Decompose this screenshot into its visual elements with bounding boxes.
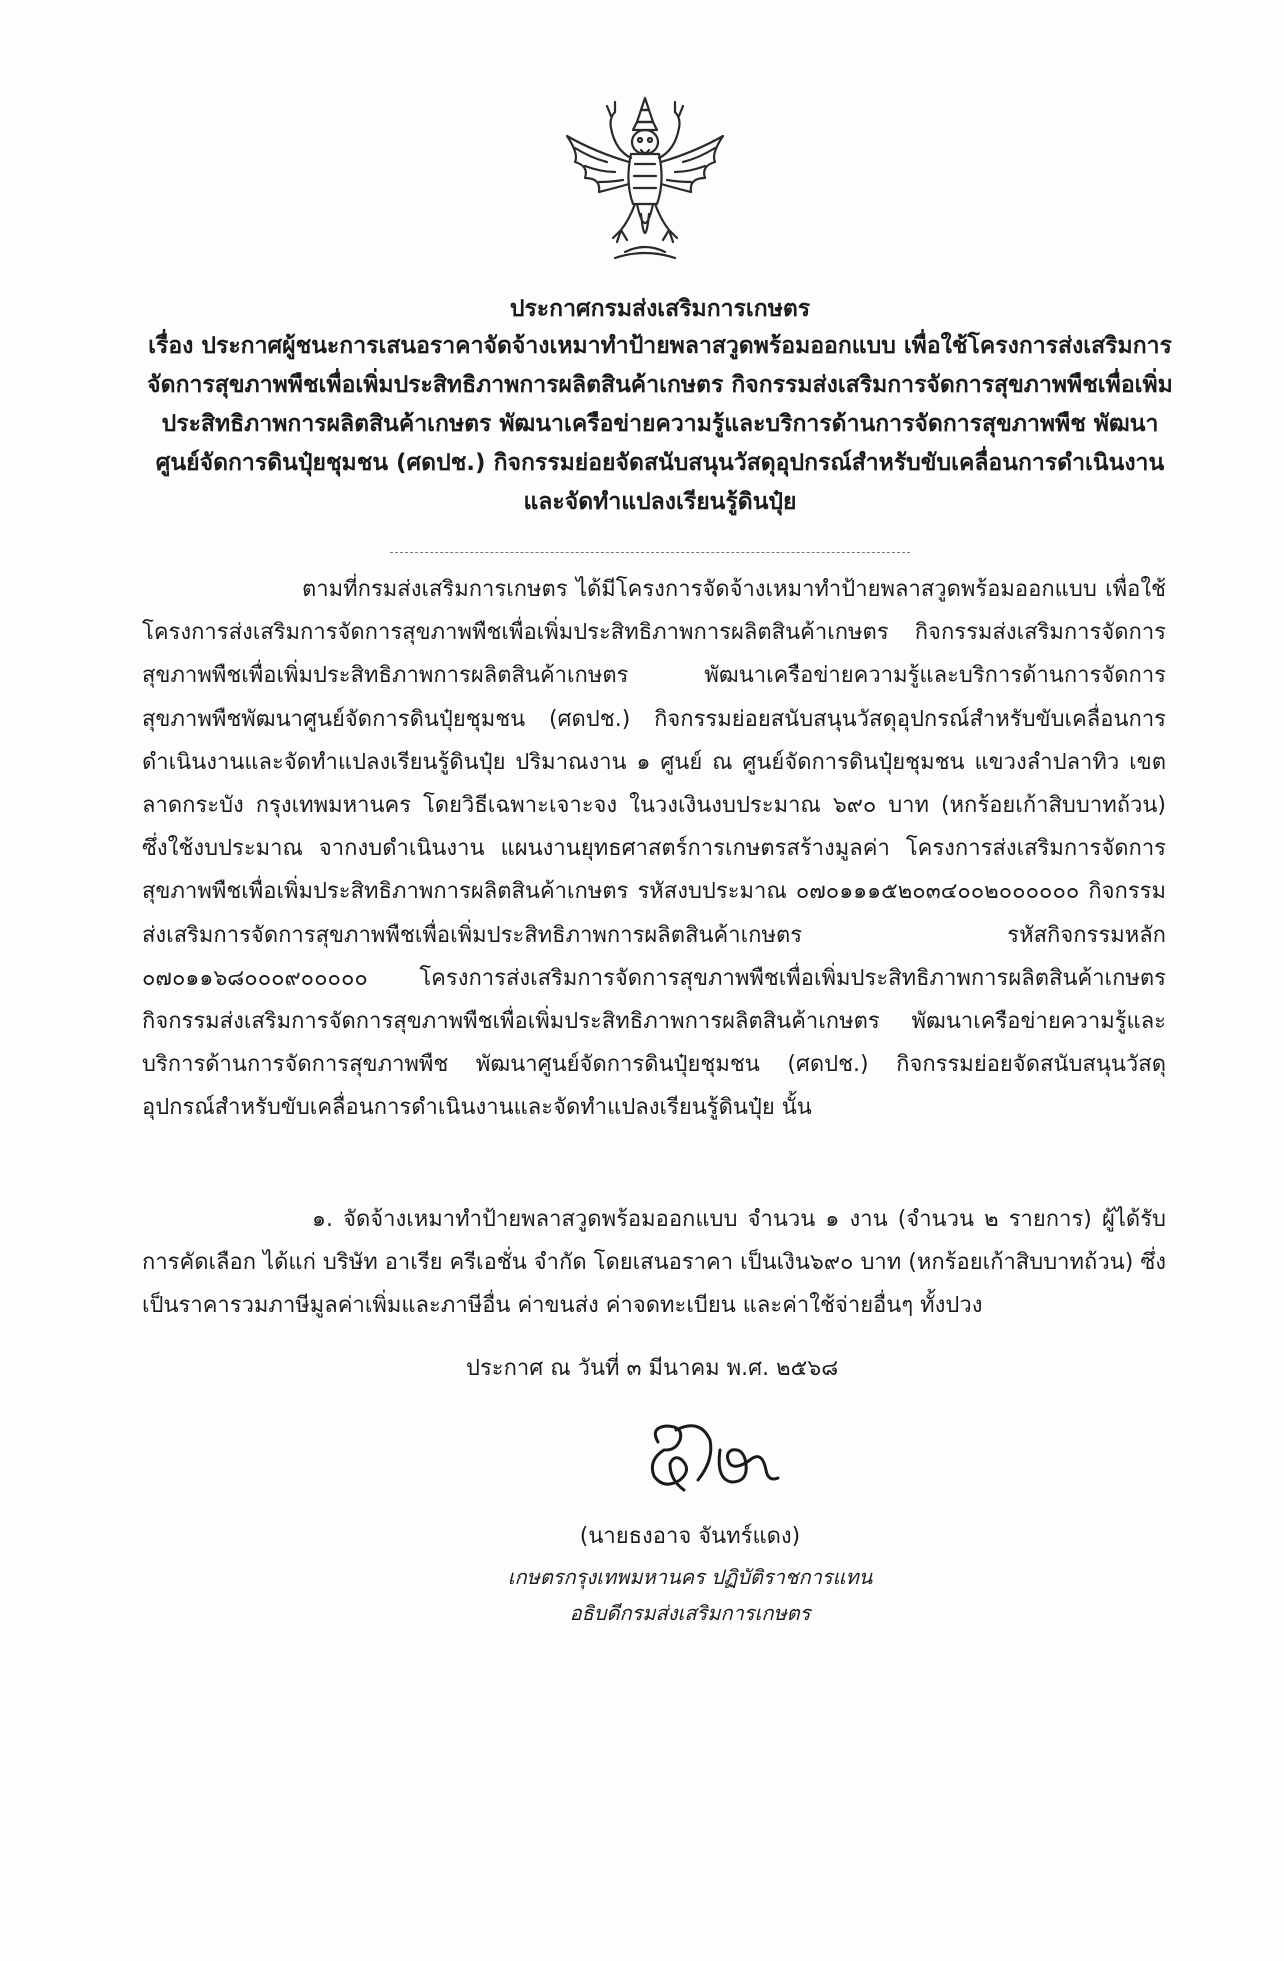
- signer-position: เกษตรกรุงเทพมหานคร ปฏิบัติราชการแทน: [507, 1565, 873, 1589]
- garuda-emblem-icon: [545, 92, 745, 264]
- body-paragraph-2: ๑. จัดจ้างเหมาทำป้ายพลาสวูดพร้อมออกแบบ จำนวน ๑ งาน (จำนวน ๒ รายการ) ผู้ได้รับการคัดเลือก ได้แก่ บริษัท อาเรีย ครีเอชั่น จำกัด โดยเสนอราคา เป็นเงิน๖๙๐ บาท (หกร้อยเก้าสิบบาทถ้วน) ซึ่งเป็นราคารวมภาษีมูลค่าเพิ่มและภาษีอื่น ค่าขนส่ง ค่าจดทะเบียน และค่าใช้จ่ายอื่นๆ ทั้งปวง: [142, 1207, 1166, 1319]
- signer-name: (นายธงอาจ จันทร์แดง): [579, 1524, 801, 1549]
- body-paragraph-1: ตามที่กรมส่งเสริมการเกษตร ได้มีโครงการจัดจ้างเหมาทำป้ายพลาสวูดพร้อมออกแบบ เพื่อใช้โครงการส่งเสริมการจัดการสุขภาพพืชเพื่อเพิ่มประสิทธิภาพการผลิตสินค้าเกษตร กิจกรรมส่งเสริมการจัดการสุขภาพพืชเพื่อเพิ่มประสิทธิภาพการผลิตสินค้าเกษตร พัฒนาเครือข่ายความรู้และบริการด้านการจัดการสุขภาพพืชพัฒนาศูนย์จัดการดินปุ๋ยชุมชน (ศดปช.) กิจกรรมย่อยสนับสนุนวัสดุอุปกรณ์สำหรับขับเคลื่อนการดำเนินงานและจัดทำแปลงเรียนรู้ดินปุ๋ย ปริมาณงาน ๑ ศูนย์ ณ ศูนย์จัดการดินปุ๋ยชุมชน แขวงลำปลาทิว เขตลาดกระบัง กรุงเทพมหานคร โดยวิธีเฉพาะเจาะจง ในวงเงินงบประมาณ ๖๙๐ บาท (หกร้อยเก้าสิบบาทถ้วน) ซึ่งใช้งบประมาณ จากงบดำเนินงาน แผนงานยุทธศาสตร์การเกษตรสร้างมูลค่า โครงการส่งเสริมการจัดการสุขภาพพืชเพื่อเพิ่มประสิทธิภาพการผลิตสินค้าเกษตร รหัสงบประมาณ ๐๗๐๑๑๑๕๒๐๓๔๐๐๒๐๐๐๐๐๐ กิจกรรมส่งเสริมการจัดการสุขภาพพืชเพื่อเพิ่มประสิทธิภาพการผลิตสินค้าเกษตร รหัสกิจกรรมหลัก ๐๗๐๑๑๖๘๐๐๐๙๐๐๐๐๐ โครงการส่งเสริมการจัดการสุขภาพพืชเพื่อเพิ่มประสิทธิภาพการผลิตสินค้าเกษตร กิจกรรมส่งเสริมการจัดการสุขภาพพืชเพื่อเพิ่มประสิทธิภาพการผลิตสินค้าเกษตร พัฒนาเครือข่ายความรู้และบริการด้านการจัดการสุขภาพพืช พัฒนาศูนย์จัดการดินปุ๋ยชุมชน (ศดปช.) กิจกรรมย่อยจัดสนับสนุนวัสดุอุปกรณ์สำหรับขับเคลื่อนการดำเนินงานและจัดทำแปลงเรียนรู้ดินปุ๋ย นั้น: [142, 577, 1166, 1121]
- handwritten-signature: [640, 1420, 790, 1500]
- announcement-date: ประกาศ ณ วันที่ ๓ มีนาคม พ.ศ. ๒๕๖๘: [466, 1356, 839, 1381]
- document-subject: เรื่อง ประกาศผู้ชนะการเสนอราคาจัดจ้างเหมาทำป้ายพลาสวูดพร้อมออกแบบ เพื่อใช้โครงการส่งเสริมการจัดการสุขภาพพืชเพื่อเพิ่มประสิทธิภาพการผลิตสินค้าเกษตร กิจกรรมส่งเสริมการจัดการสุขภาพพืชเพื่อเพิ่มประสิทธิภาพการผลิตสินค้าเกษตร พัฒนาเครือข่ายความรู้และบริการด้านการจัดการสุขภาพพืช พัฒนาศูนย์จัดการดินปุ๋ยชุมชน (ศดปช.) กิจกรรมย่อยจัดสนับสนุนวัสดุอุปกรณ์สำหรับขับเคลื่อนการดำเนินงานและจัดทำแปลงเรียนรู้ดินปุ๋ย: [147, 333, 1173, 515]
- divider: [390, 552, 910, 553]
- signer-department: อธิบดีกรมส่งเสริมการเกษตร: [569, 1601, 811, 1625]
- document-title: ประกาศกรมส่งเสริมการเกษตร: [509, 296, 811, 322]
